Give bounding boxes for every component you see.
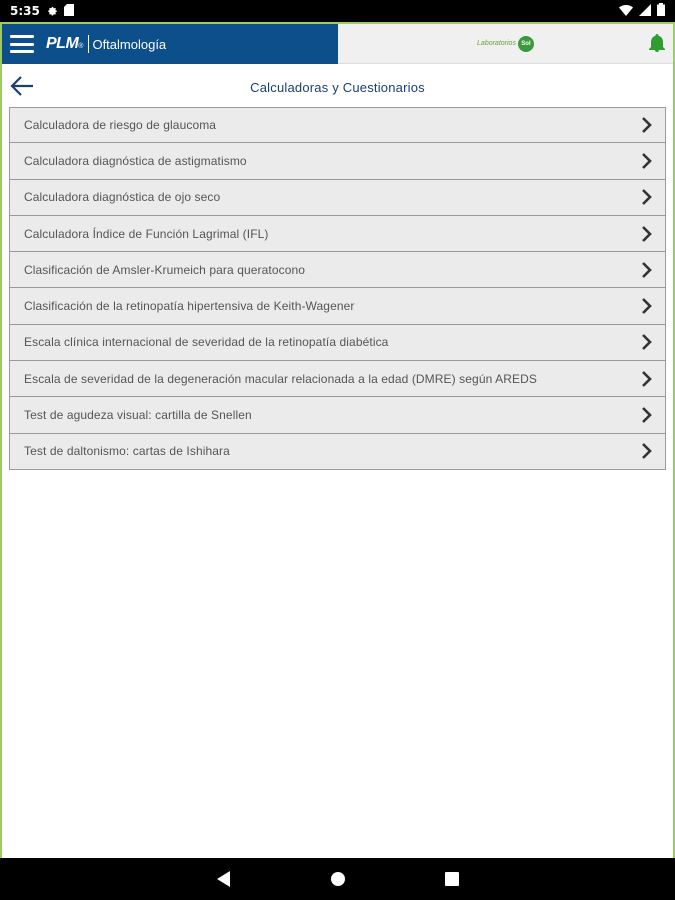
list-item-label: Test de daltonismo: cartas de Ishihara: [24, 444, 230, 459]
chevron-right-icon: [641, 117, 653, 133]
page-header: [2, 64, 673, 110]
chevron-right-icon: [641, 443, 653, 459]
bell-icon[interactable]: [649, 34, 665, 57]
list-item[interactable]: [9, 361, 666, 397]
list-item-label: Escala de severidad de la degeneración macular relacionada a la edad (DMRE) según AREDS: [24, 371, 537, 386]
status-bar: [0, 0, 675, 22]
battery-icon: [657, 3, 665, 19]
list-item-label: Calculadora de riesgo de glaucoma: [24, 118, 217, 133]
brand-section-title: Oftalmología: [92, 36, 167, 52]
list-item-label: Calculadora diagnóstica de ojo seco: [24, 190, 221, 205]
calculator-list: [9, 107, 666, 470]
chevron-right-icon: [641, 334, 653, 350]
list-item-label: Calculadora diagnóstica de astigmatismo: [24, 153, 247, 168]
chevron-right-icon: [641, 262, 653, 278]
chevron-right-icon: [641, 226, 653, 242]
system-nav-bar: [0, 858, 675, 900]
arrow-left-icon[interactable]: [10, 75, 36, 99]
list-item-label: Clasificación de Amsler-Krumeich para queratocono: [24, 262, 306, 277]
status-time: 5:35: [10, 4, 40, 18]
sponsor-banner[interactable]: [338, 24, 673, 64]
list-item[interactable]: [9, 180, 666, 216]
list-item[interactable]: [9, 216, 666, 252]
list-item[interactable]: [9, 143, 666, 179]
nav-recents-icon[interactable]: [440, 867, 464, 891]
signal-icon: [639, 4, 651, 19]
chevron-right-icon: [641, 407, 653, 423]
sponsor-logo-group: [477, 36, 534, 52]
brand-registered-mark: ®: [78, 42, 84, 50]
list-item[interactable]: [9, 252, 666, 288]
app-bar: [2, 24, 673, 64]
list-item[interactable]: [9, 397, 666, 433]
list-item[interactable]: [9, 434, 666, 470]
sd-card-icon: [64, 4, 74, 19]
settings-icon: [46, 4, 58, 19]
nav-back-icon[interactable]: [212, 867, 236, 891]
app-bar-brand-area: [2, 24, 338, 64]
chevron-right-icon: [641, 153, 653, 169]
nav-home-icon[interactable]: [326, 867, 350, 891]
menu-icon[interactable]: [10, 35, 34, 53]
list-item[interactable]: [9, 107, 666, 143]
chevron-right-icon: [641, 371, 653, 387]
sponsor-text: Laboratorios: [477, 40, 516, 47]
list-item-label: Escala clínica internacional de severidad de la retinopatía diabética: [24, 335, 389, 350]
page-title: Calculadoras y Cuestionarios: [250, 79, 425, 95]
brand-divider: [88, 35, 89, 53]
chevron-right-icon: [641, 189, 653, 205]
app-frame: [0, 22, 675, 858]
chevron-right-icon: [641, 298, 653, 314]
list-item-label: Test de agudeza visual: cartilla de Snellen: [24, 408, 252, 423]
list-item[interactable]: [9, 288, 666, 324]
list-item-label: Clasificación de la retinopatía hipertensiva de Keith-Wagener: [24, 299, 355, 314]
wifi-icon: [619, 4, 633, 19]
sponsor-logo: Sol: [518, 36, 534, 52]
list-item[interactable]: [9, 325, 666, 361]
list-item-label: Calculadora Índice de Función Lagrimal (IFL): [24, 226, 269, 241]
brand-logo: PLM: [46, 35, 79, 52]
